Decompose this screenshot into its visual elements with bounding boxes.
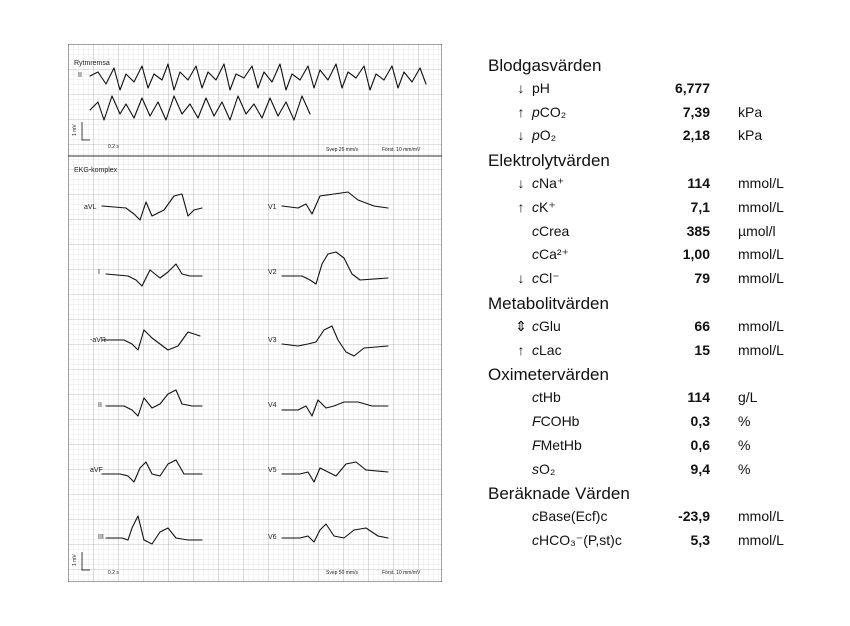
complex-gain-label: Först. 10 mm/mV [382,570,421,576]
parameter-value: -23,9 [678,508,710,525]
rhythm-time-label: 0.2 s [108,144,119,150]
parameter-prefix: c [532,317,539,334]
parameter-label: Lac [539,341,562,358]
result-row [476,532,806,554]
parameter-prefix: c [532,532,539,548]
parameter-prefix: c [532,222,539,239]
rhythm-gain-label: Först. 10 mm/mV [382,147,421,153]
ecg-grid [68,44,442,582]
lead-label-i: I [98,269,100,276]
result-row [476,437,806,459]
lead-label-avl: aVL [84,204,97,211]
result-row [476,246,806,268]
result-row [476,127,806,149]
complex-title: EKG-komplex [74,167,118,174]
parameter-value: 5,3 [690,532,710,548]
parameter-name [532,127,556,143]
parameter-unit: mmol/L [738,317,784,334]
parameter-name [532,104,566,120]
parameter-label: O₂ [539,460,556,477]
parameter-unit: % [738,413,751,429]
parameter-prefix: c [532,508,539,525]
ecg-printout [68,44,442,582]
parameter-value: 2,18 [682,127,710,144]
parameter-name [532,318,561,334]
rhythm-lead-label: II [78,72,82,79]
result-row [476,80,806,102]
result-row [476,104,806,126]
parameter-label: CO₂ [539,103,567,120]
lead-label-v1: V1 [268,204,277,211]
parameter-name [532,532,622,549]
parameter-value: 114 [687,389,710,406]
result-row [476,318,806,340]
parameter-unit: mmol/L [738,175,784,191]
parameter-name [532,413,579,429]
parameter-unit: mmol/L [738,198,784,215]
complex-scale-label: 1 mV [72,554,78,566]
parameter-value: 15 [694,341,710,358]
section-title: Oximetervärden [488,365,609,385]
lead-label-v2: V2 [268,269,277,276]
lead-label-ii: II [98,402,102,409]
parameter-unit: mmol/L [738,246,784,263]
parameter-value: 66 [694,317,710,334]
parameter-name [532,270,560,287]
parameter-value: 79 [694,270,710,287]
parameter-prefix: p [532,127,540,144]
parameter-unit: kPa [738,103,763,120]
parameter-name [532,246,569,263]
parameter-unit: mmol/L [738,532,784,548]
trend-arrow-icon: ↓ [517,270,525,287]
parameter-value: 7,1 [690,198,710,215]
parameter-unit: % [738,460,751,477]
parameter-unit: mmol/L [738,508,784,525]
lead-label-v3: V3 [268,337,277,344]
rhythm-title: Rytmremsa [74,60,110,67]
complex-speed-label: Svep 50 mm/s [326,570,358,576]
parameter-value: 1,00 [682,246,710,263]
parameter-value: 0,6 [690,436,710,453]
parameter-prefix: p [532,103,540,120]
parameter-label: Cl⁻ [539,270,560,287]
parameter-name [532,461,555,477]
trend-arrow-icon: ↓ [517,175,525,191]
parameter-label: Ca²⁺ [539,246,569,263]
parameter-label: Glu [539,317,561,334]
lead-label-iii: III [98,534,104,541]
parameter-value: 9,4 [690,460,710,477]
result-row [476,270,806,292]
trend-arrow-icon: ↓ [517,127,525,144]
lead-label-avf: aVF [90,467,103,474]
parameter-label: COHb [540,413,580,429]
complex-time-label: 0.2 s [108,570,119,576]
trend-arrow-icon: ↓ [517,79,525,96]
parameter-value: 0,3 [690,413,710,429]
parameter-value: 114 [687,175,710,191]
section-title: Blodgasvärden [488,56,602,75]
parameter-prefix: s [532,460,539,477]
parameter-label: Base(Ecf)c [539,508,608,525]
parameter-unit: % [738,436,751,453]
parameter-label: MetHb [540,436,582,453]
parameter-value: 385 [686,222,710,239]
lead-label-v4: V4 [268,402,277,409]
rhythm-speed-label: Svep 25 mm/s [326,147,358,153]
parameter-value: 6,777 [674,79,710,96]
section-title: Elektrolytvärden [488,151,610,171]
section-title: Beräknade Värden [488,484,630,504]
trend-arrow-icon: ↑ [517,341,525,358]
parameter-prefix: F [532,413,541,429]
parameter-name [532,389,561,405]
parameter-prefix: c [532,246,539,263]
parameter-prefix: F [532,436,541,453]
section-title: Metabolitvärden [488,294,609,313]
parameter-label: HCO₃⁻(P,st)c [539,532,622,548]
parameter-label: tHb [539,389,561,406]
lead-label-v6: V6 [268,534,277,541]
parameter-unit: kPa [738,127,763,144]
lead-label-avr: -aVR [90,337,106,344]
parameter-prefix: c [532,389,539,406]
parameter-label: Crea [539,222,570,239]
result-row [476,413,806,435]
parameter-prefix: c [532,198,539,215]
parameter-unit: mmol/L [738,270,784,287]
parameter-value: 7,39 [682,103,710,120]
result-row [476,461,806,483]
result-row [476,508,806,530]
parameter-name [532,437,582,453]
parameter-prefix: c [532,175,539,191]
parameter-prefix: c [532,270,539,287]
parameter-name [532,175,564,192]
result-row [476,199,806,221]
parameter-label: K⁺ [539,198,556,215]
parameter-label: pH [532,79,550,96]
result-row [476,175,806,197]
parameter-name [532,199,556,216]
rhythm-scale-label: 1 mV [72,124,78,136]
parameter-unit: g/L [738,389,758,406]
trend-arrow-icon: ⇕ [515,317,527,334]
trend-arrow-icon: ↑ [517,198,525,215]
result-row [476,342,806,364]
parameter-label: O₂ [539,127,557,144]
parameter-name [532,508,607,524]
parameter-name [532,80,550,96]
parameter-prefix: c [532,341,539,358]
result-row [476,223,806,245]
trend-arrow-icon: ↑ [517,103,525,120]
lead-label-v5: V5 [268,467,277,474]
parameter-unit: mmol/L [738,341,784,358]
parameter-name [532,342,562,358]
parameter-unit: µmol/l [738,222,776,239]
parameter-name [532,223,569,239]
parameter-label: Na⁺ [539,175,565,191]
result-row [476,389,806,411]
